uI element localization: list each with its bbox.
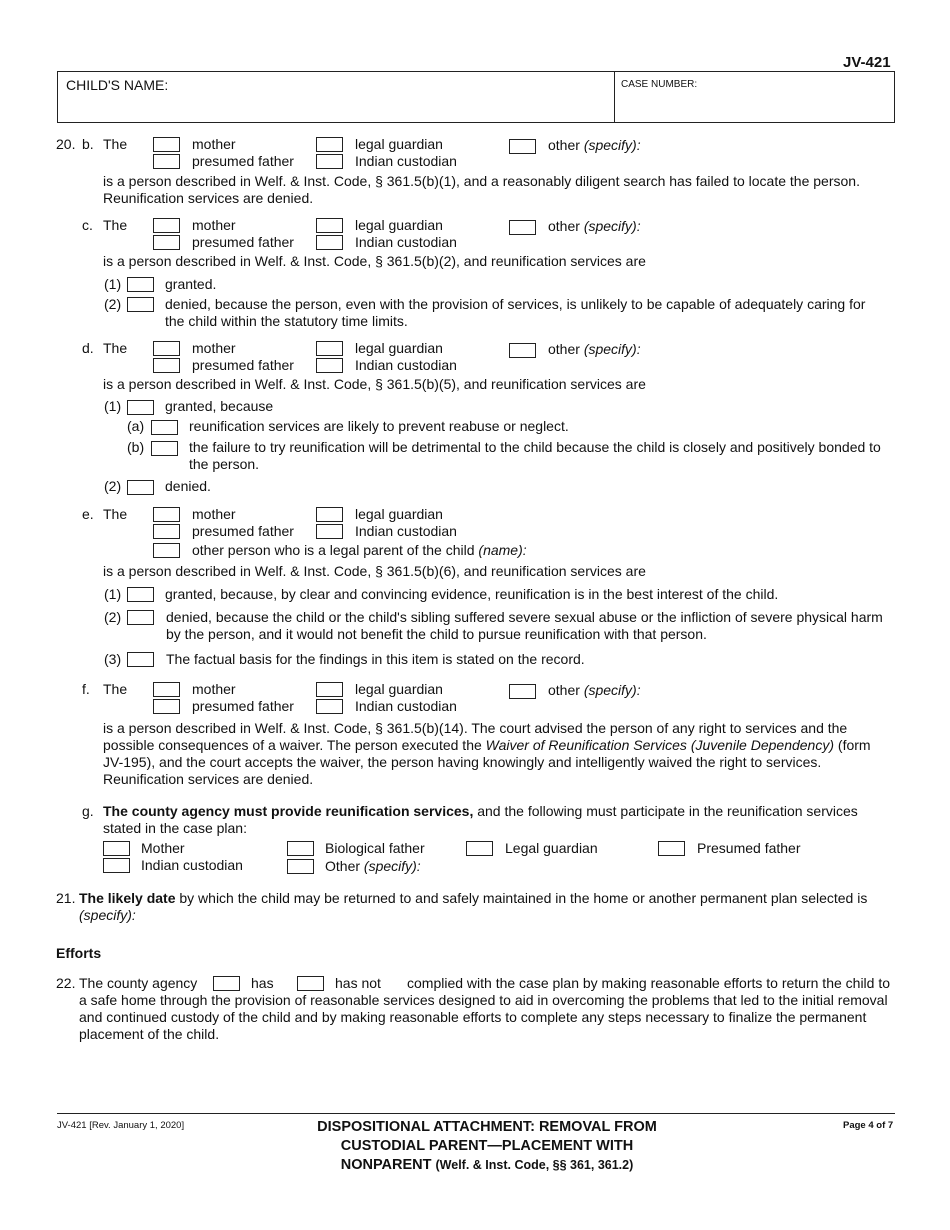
item-20f-text-1: is a person described in Welf. & Inst. Code, § 361.5(b)(14). The court advised the person of any right to services and the possible consequences of a waiver. The person executed the <box>103 720 848 753</box>
item-20d-1b-text: the failure to try reunification will be detrimental to the child because the child is closely and positively bonded to the person. <box>189 439 881 472</box>
item-20-number: 20. <box>56 136 76 152</box>
caption-box <box>57 71 895 123</box>
item-20c-2-num: (2) <box>104 296 122 312</box>
item-20c-other-checkbox[interactable] <box>509 220 536 235</box>
item-20d-1-num: (1) <box>104 398 122 414</box>
item-20b-mother-label: mother <box>192 136 236 152</box>
item-20f-text-2: (form JV-195), and the court accepts the waiver, the person having knowingly and intelligently waived the right to services. Reunification services are denied. <box>103 737 871 787</box>
item-20d-1-text: granted, because <box>165 398 274 414</box>
footer-title-line-3b: (Welf. & Inst. Code, §§ 361, 361.2) <box>435 1158 634 1172</box>
item-20c-1-num: (1) <box>104 276 122 292</box>
item-20e-mother-label: mother <box>192 506 236 522</box>
item-20g-indian-custodian-label: Indian custodian <box>141 857 243 873</box>
item-20d-1-checkbox[interactable] <box>127 400 154 415</box>
item-20f-indian-custodian-checkbox[interactable] <box>316 699 343 714</box>
item-20e-legal-guardian-checkbox[interactable] <box>316 507 343 522</box>
item-20d-indian-custodian-label: Indian custodian <box>355 357 457 373</box>
item-20e-3-num: (3) <box>104 651 122 667</box>
item-20c-indian-custodian-checkbox[interactable] <box>316 235 343 250</box>
item-20c-2-checkbox[interactable] <box>127 297 154 312</box>
name-text: (name): <box>478 542 527 558</box>
footer-rule <box>57 1113 895 1114</box>
footer-title-line-1: DISPOSITIONAL ATTACHMENT: REMOVAL FROM <box>317 1119 657 1135</box>
item-20c-presumed-father-label: presumed father <box>192 234 294 250</box>
item-20c-letter: c. <box>82 217 93 233</box>
item-20c-2-text: denied, because the person, even with the provision of services, is unlikely to be capable of adequately caring for the child within the statutory time limits. <box>165 296 866 329</box>
item-20g-other-label <box>325 858 421 874</box>
item-20d-2-num: (2) <box>104 478 122 494</box>
item-20g-presumed-father-label: Presumed father <box>697 840 801 856</box>
specify-text: (specify): <box>583 137 641 153</box>
other-text: other <box>548 137 580 153</box>
item-21-bold: The likely date <box>79 890 176 906</box>
item-21-text <box>79 890 879 924</box>
item-20d-1b-num: (b) <box>127 439 145 455</box>
item-22-lead: The county agency <box>79 975 198 991</box>
item-20c-1-checkbox[interactable] <box>127 277 154 292</box>
item-20g-legal-guardian-checkbox[interactable] <box>466 841 493 856</box>
item-20e-mother-checkbox[interactable] <box>153 507 180 522</box>
item-20d-presumed-father-label: presumed father <box>192 357 294 373</box>
item-20c-1-text: granted. <box>165 276 217 292</box>
item-20d-the: The <box>103 340 128 356</box>
item-20g-bio-father-checkbox[interactable] <box>287 841 314 856</box>
footer-title-line-3a: NONPARENT <box>340 1157 432 1173</box>
item-20f-letter: f. <box>82 681 90 697</box>
item-20b-other-label <box>548 137 641 153</box>
item-20c-text: is a person described in Welf. & Inst. Code, § 361.5(b)(2), and reunification services are <box>103 253 646 269</box>
item-20e-1-checkbox[interactable] <box>127 587 154 602</box>
item-22-has-label: has <box>251 975 274 991</box>
item-20c-the: The <box>103 217 128 233</box>
footer-title <box>262 1118 712 1175</box>
item-20g-mother-label: Mother <box>141 840 185 856</box>
footer-title-line-2: CUSTODIAL PARENT—PLACEMENT WITH <box>340 1138 634 1154</box>
item-20b-legal-guardian-checkbox[interactable] <box>316 137 343 152</box>
item-20e-the: The <box>103 506 128 522</box>
item-21-specify: (specify): <box>79 907 136 923</box>
item-20d-1a-num: (a) <box>127 418 145 434</box>
item-20e-presumed-father-checkbox[interactable] <box>153 524 180 539</box>
item-20f-presumed-father-label: presumed father <box>192 698 294 714</box>
item-20d-other-checkbox[interactable] <box>509 343 536 358</box>
item-20e-3-text: The factual basis for the findings in this item is stated on the record. <box>166 651 585 667</box>
item-20e-presumed-father-label: presumed father <box>192 523 294 539</box>
item-20d-1b-checkbox[interactable] <box>151 441 178 456</box>
item-20b-other-checkbox[interactable] <box>509 139 536 154</box>
other-parent-text: other person who is a legal parent of the child <box>192 542 475 558</box>
other-text: other <box>548 682 580 698</box>
item-20g-other-checkbox[interactable] <box>287 859 314 874</box>
item-20b-indian-custodian-checkbox[interactable] <box>316 154 343 169</box>
item-22-text-1: complied with the case plan by making reasonable efforts to return the child to <box>407 975 891 991</box>
item-20e-3-checkbox[interactable] <box>127 652 154 667</box>
item-20f-legal-guardian-label: legal guardian <box>355 681 443 697</box>
item-21-plain: by which the child may be returned to and safely maintained in the home or another permanent plan selected is <box>179 890 868 906</box>
other-text: Other <box>325 858 361 874</box>
item-20g-text <box>103 803 873 837</box>
item-20b-legal-guardian-label: legal guardian <box>355 136 443 152</box>
item-20f-mother-checkbox[interactable] <box>153 682 180 697</box>
item-20d-other-label <box>548 341 641 357</box>
footer-title-line-3 <box>262 1156 712 1175</box>
item-20g-plain: and the following must participate in the reunification services stated in the case plan: <box>103 803 858 836</box>
item-20e-2-text: denied, because the child or the child's sibling suffered severe sexual abuse or the infliction of severe physical harm by the person, and it would not benefit the child to pursue reunification with that person. <box>166 609 883 642</box>
item-20c-mother-label: mother <box>192 217 236 233</box>
item-20g-legal-guardian-label: Legal guardian <box>505 840 598 856</box>
item-20f-mother-label: mother <box>192 681 236 697</box>
item-20b-text: is a person described in Welf. & Inst. Code, § 361.5(b)(1), and a reasonably diligent search has failed to locate the person. Reunification services are denied. <box>103 173 860 206</box>
item-20d-2-text: denied. <box>165 478 211 494</box>
item-20d-1a-checkbox[interactable] <box>151 420 178 435</box>
other-text: other <box>548 218 580 234</box>
form-id: JV-421 <box>843 54 891 71</box>
case-number-label: CASE NUMBER: <box>621 79 698 90</box>
item-20b-presumed-father-label: presumed father <box>192 153 294 169</box>
item-20b-letter: b. <box>82 136 94 152</box>
waiver-form-title: Waiver of Reunification Services (Juvenile Dependency) <box>485 737 835 753</box>
item-22-has-not-checkbox[interactable] <box>297 976 324 991</box>
item-20f-the: The <box>103 681 128 697</box>
specify-text: (specify): <box>583 218 641 234</box>
item-20d-presumed-father-checkbox[interactable] <box>153 358 180 373</box>
item-20c-presumed-father-checkbox[interactable] <box>153 235 180 250</box>
item-20g-bold: The county agency must provide reunification services, <box>103 803 474 819</box>
item-20e-1-text: granted, because, by clear and convincing evidence, reunification is in the best interest of the child. <box>165 586 779 602</box>
item-20g-presumed-father-checkbox[interactable] <box>658 841 685 856</box>
caption-divider <box>614 71 615 123</box>
item-20g-indian-custodian-checkbox[interactable] <box>103 858 130 873</box>
item-20c-legal-guardian-checkbox[interactable] <box>316 218 343 233</box>
item-20f-legal-guardian-checkbox[interactable] <box>316 682 343 697</box>
item-20b-the: The <box>103 136 128 152</box>
item-20f-indian-custodian-label: Indian custodian <box>355 698 457 714</box>
item-20d-2-checkbox[interactable] <box>127 480 154 495</box>
item-20e-other-parent-checkbox[interactable] <box>153 543 180 558</box>
item-20e-2-num: (2) <box>104 609 122 625</box>
item-20e-2-checkbox[interactable] <box>127 610 154 625</box>
child-name-label: CHILD'S NAME: <box>66 77 169 93</box>
item-20d-mother-checkbox[interactable] <box>153 341 180 356</box>
item-20b-mother-checkbox[interactable] <box>153 137 180 152</box>
item-20f-other-checkbox[interactable] <box>509 684 536 699</box>
item-22-number: 22. <box>56 975 76 991</box>
item-20d-mother-label: mother <box>192 340 236 356</box>
footer-revision: JV-421 [Rev. January 1, 2020] <box>57 1120 185 1131</box>
item-20e-other-parent-label <box>192 542 527 558</box>
item-20c-other-label <box>548 218 641 234</box>
item-20d-legal-guardian-label: legal guardian <box>355 340 443 356</box>
item-21-number: 21. <box>56 890 76 906</box>
item-20e-letter: e. <box>82 506 94 522</box>
item-20b-presumed-father-checkbox[interactable] <box>153 154 180 169</box>
item-20c-legal-guardian-label: legal guardian <box>355 217 443 233</box>
item-20d-legal-guardian-checkbox[interactable] <box>316 341 343 356</box>
specify-text: (specify): <box>583 682 641 698</box>
item-20g-mother-checkbox[interactable] <box>103 841 130 856</box>
item-22-has-not-label: has not <box>335 975 381 991</box>
item-20c-indian-custodian-label: Indian custodian <box>355 234 457 250</box>
item-20g-bio-father-label: Biological father <box>325 840 425 856</box>
item-20e-legal-guardian-label: legal guardian <box>355 506 443 522</box>
item-20d-text: is a person described in Welf. & Inst. Code, § 361.5(b)(5), and reunification services are <box>103 376 646 392</box>
specify-text: (specify): <box>363 858 421 874</box>
item-20e-indian-custodian-label: Indian custodian <box>355 523 457 539</box>
item-20e-1-num: (1) <box>104 586 122 602</box>
item-20f-presumed-father-checkbox[interactable] <box>153 699 180 714</box>
item-20c-mother-checkbox[interactable] <box>153 218 180 233</box>
item-20d-1a-text: reunification services are likely to prevent reabuse or neglect. <box>189 418 569 434</box>
item-20b-indian-custodian-label: Indian custodian <box>355 153 457 169</box>
footer-page-number: Page 4 of 7 <box>843 1120 894 1131</box>
specify-text: (specify): <box>583 341 641 357</box>
item-20g-letter: g. <box>82 803 94 819</box>
item-22-has-checkbox[interactable] <box>213 976 240 991</box>
item-20d-indian-custodian-checkbox[interactable] <box>316 358 343 373</box>
efforts-heading: Efforts <box>56 945 102 961</box>
item-20d-letter: d. <box>82 340 94 356</box>
item-20f-other-label <box>548 682 641 698</box>
item-22-text-2: a safe home through the provision of reasonable services designed to aid in overcoming the problems that led to the initial removal and continued custody of the child and by making reasonable efforts to complete any steps necessary to finalize the permanent placement of the child. <box>79 992 888 1042</box>
item-20f-text <box>103 720 883 788</box>
item-20e-indian-custodian-checkbox[interactable] <box>316 524 343 539</box>
item-20e-text: is a person described in Welf. & Inst. Code, § 361.5(b)(6), and reunification services are <box>103 563 646 579</box>
other-text: other <box>548 341 580 357</box>
